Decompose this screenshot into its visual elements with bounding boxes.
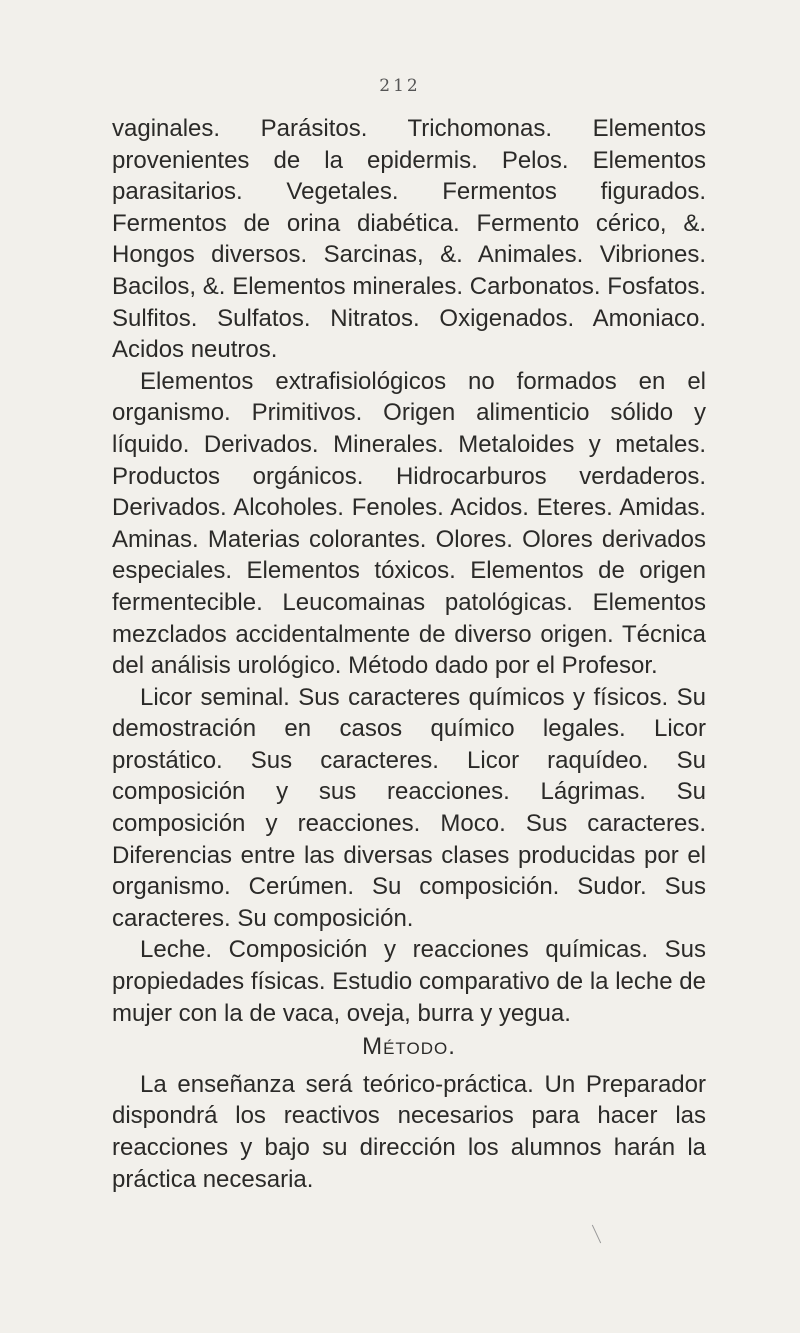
section-heading-text: Método.	[362, 1033, 456, 1061]
page-number: 212	[379, 76, 421, 96]
paragraph-2: Elementos extrafisiológicos no formados en el organismo. Primitivos. Origen alimenticio sólido y líquido. Derivados. Minerales. Metaloides y metales. Productos orgánicos. Hidrocarburos verdaderos. Derivados. Alcoholes. Fenoles. Acidos. Eteres. Amidas. Aminas. Materias colorantes. Olores. Olores derivados especiales. Elementos tóxicos. Elementos de origen fermentecible. Leucomainas patológicas. Elementos mezclados accidentalmente de diverso origen. Técnica del análisis urológico. Método dado por el Profesor.	[112, 367, 706, 680]
closing-paragraph: La enseñanza será teórico-práctica. Un Preparador dispondrá los reactivos necesarios para hacer las reacciones y bajo su dirección los alumnos harán la práctica necesaria.	[112, 1070, 706, 1193]
stray-mark	[592, 1225, 601, 1244]
paragraph-4: Leche. Composición y reacciones químicas. Sus propiedades físicas. Estudio comparativo de la leche de mujer con la de vaca, oveja, burra y yegua.	[112, 936, 706, 1027]
paragraph-1: vaginales. Parásitos. Trichomonas. Elementos provenientes de la epidermis. Pelos. Elementos parasitarios. Vegetales. Fermentos figurados. Fermentos de orina diabética. Fermento cérico, &. Hongos diversos. Sarcinas, &. Animales. Vibriones. Bacilos, &. Elementos minerales. Carbonatos. Fosfatos. Sulfitos. Sulfatos. Nitratos. Oxigenados. Amoniaco. Acidos neutros.	[112, 115, 706, 364]
section-heading	[112, 1031, 706, 1063]
document-body	[112, 113, 706, 1195]
paragraph-3: Licor seminal. Sus caracteres químicos y físicos. Su demostración en casos químico legales. Licor prostático. Sus caracteres. Licor raquídeo. Su composición y sus reacciones. Lágrimas. Su composición y reacciones. Moco. Sus caracteres. Diferencias entre las diversas clases producidas por el organismo. Cerúmen. Su composición. Sudor. Sus caracteres. Su composición.	[112, 683, 706, 932]
